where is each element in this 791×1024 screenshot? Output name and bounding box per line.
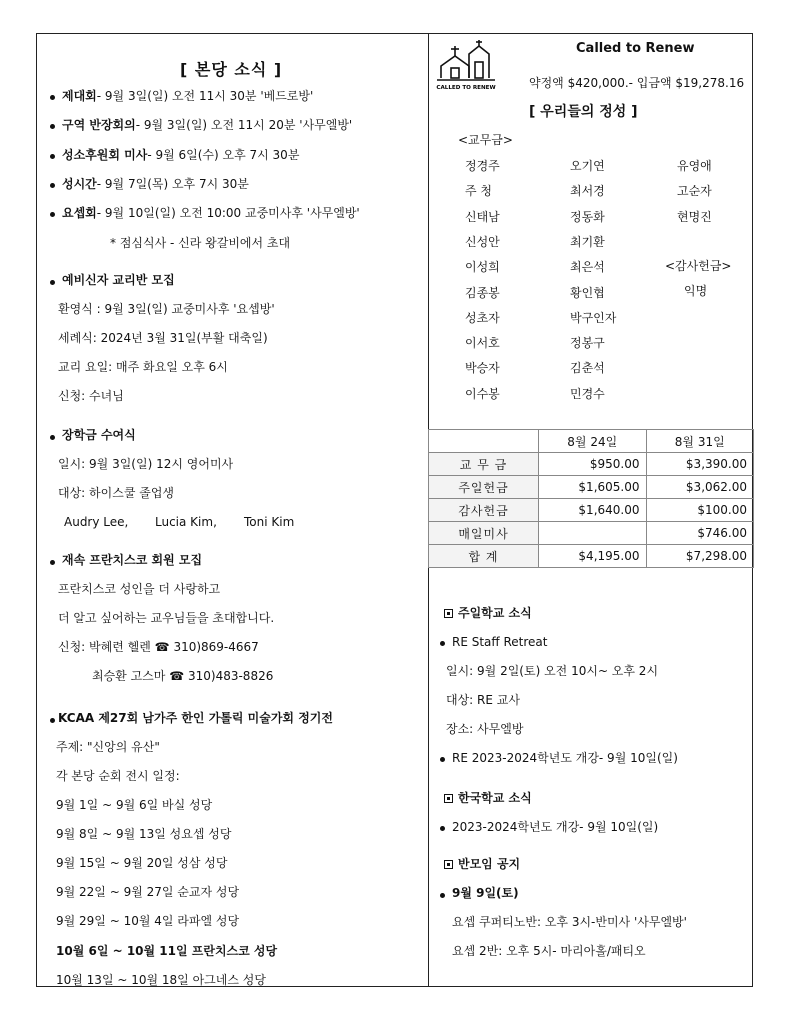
retreat-line: 일시: 9월 2일(토) 오전 10시~ 오후 2시 — [446, 664, 659, 678]
schedule-item: 9월 1일 ~ 9월 6일 바실 성당 — [56, 798, 213, 812]
event-label: 제대회 — [62, 89, 97, 103]
donor-name: 성초자 — [465, 310, 500, 325]
donor-name: 박승자 — [465, 361, 500, 376]
table-row — [429, 545, 754, 568]
event-detail: - 9월 6일(수) 오후 7시 30분 — [147, 147, 300, 162]
bullet — [440, 893, 445, 898]
row-label: 감사헌금 — [429, 499, 539, 522]
scholarship-line: 일시: 9월 3일(일) 12시 영어미사 — [58, 457, 234, 471]
francis-line: 프란치스코 성인을 더 사랑하고 — [58, 582, 221, 596]
bullet — [440, 757, 445, 762]
donor-name: 최기환 — [570, 234, 605, 249]
parish-news-title: [ 본당 소식 ] — [180, 60, 283, 79]
event-line — [62, 148, 299, 162]
bullet — [50, 95, 55, 100]
donor-name: 최은석 — [570, 260, 605, 275]
contact-phone: 310)869-4667 — [173, 640, 259, 654]
gyomu-heading: <교무금> — [458, 133, 513, 147]
pledge-amounts: 약정액 $420,000.- 입금액 $19,278.16 — [529, 76, 745, 90]
event-label: 요셉회 — [62, 206, 97, 221]
bullet — [50, 154, 55, 159]
donor-name: 유영애 — [677, 159, 712, 173]
kcaa-heading: KCAA 제27회 남가주 한인 가톨릭 미술가회 정기전 — [58, 711, 333, 725]
retreat-title: RE Staff Retreat — [452, 635, 548, 649]
contact-name: 신청: 박혜련 헬렌 — [58, 640, 151, 654]
francis-line: 더 알고 싶어하는 교우님들을 초대합니다. — [58, 611, 275, 625]
event-detail: - 9월 10일(일) 오전 10:00 교중미사후 '사무엘방' — [96, 206, 360, 221]
retreat-line: 장소: 사무엘방 — [446, 722, 524, 736]
donor-name: 정경주 — [465, 159, 500, 173]
amount-cell: $1,640.00 — [539, 499, 647, 522]
catechumen-line: 신청: 수녀님 — [58, 389, 124, 403]
donor-name: 정동화 — [570, 209, 605, 224]
catechumen-line: 세례식: 2024년 3월 31일(부활 대축일) — [58, 331, 268, 345]
scholarship-recipient: Lucia Kim, — [155, 515, 217, 529]
scholarship-recipient: Audry Lee, — [64, 515, 129, 529]
donor-name: 이성희 — [465, 260, 500, 275]
row-label: 합 계 — [429, 545, 539, 568]
amount-cell: $1,605.00 — [539, 476, 647, 499]
donor-name: 오기연 — [570, 159, 605, 173]
offering-title: [ 우리들의 정성 ] — [529, 104, 638, 120]
donor-name: 민경수 — [570, 386, 605, 401]
schedule-item: 9월 8일 ~ 9월 13일 성요셉 성당 — [56, 827, 232, 842]
bullet — [50, 435, 55, 440]
thanks-heading: <감사헌금> — [665, 259, 732, 273]
sunday-school-heading: 주일학교 소식 — [444, 606, 532, 620]
amount-cell: $3,062.00 — [646, 476, 754, 499]
table-row — [429, 476, 754, 499]
amount-cell: $950.00 — [539, 453, 647, 476]
catechumen-line: 교리 요일: 매주 화요일 오후 6시 — [58, 360, 228, 374]
event-detail: - 9월 3일(일) 오전 11시 30분 '베드로방' — [96, 89, 314, 103]
table-row — [429, 453, 754, 476]
row-label: 매일미사 — [429, 522, 539, 545]
contact-phone: 310)483-8826 — [187, 669, 274, 683]
retreat-line: 대상: RE 교사 — [446, 693, 520, 707]
event-label: 구역 반장회의 — [62, 118, 136, 133]
donor-name: 이서호 — [465, 336, 500, 351]
donor-name: 신태남 — [465, 209, 500, 224]
event-line — [62, 89, 313, 103]
amount-cell: $4,195.00 — [539, 545, 647, 568]
francis-contact — [58, 640, 259, 654]
contact-name: 최승환 고스마 — [92, 669, 166, 683]
donor-name: 정봉구 — [570, 336, 605, 351]
square-bullet-icon — [444, 609, 453, 618]
bullet — [440, 826, 445, 831]
catechumen-heading: 예비신자 교리반 모집 — [62, 273, 175, 287]
bullet — [440, 641, 445, 646]
schedule-item: 10월 6일 ~ 10월 11일 프란치스코 성당 — [56, 943, 278, 958]
logo-caption: CALLED TO RENEW — [436, 85, 496, 91]
scholarship-line: 대상: 하이스쿨 졸업생 — [58, 486, 175, 500]
schedule-item: 10월 13일 ~ 10월 18일 아그네스 성당 — [56, 972, 266, 987]
donor-name: 박구인자 — [570, 310, 617, 325]
event-line — [62, 118, 352, 132]
amount-cell: $746.00 — [646, 522, 754, 545]
phone-icon: ☎ — [154, 640, 170, 654]
re-opening: RE 2023-2024학년도 개강- 9월 10일(일) — [452, 751, 678, 765]
donor-name: 주 청 — [465, 184, 492, 199]
schedule-item: 9월 22일 ~ 9월 27일 순교자 성당 — [56, 885, 240, 900]
yosep-lunch-note: * 점심식사 - 신라 왕갈비에서 초대 — [110, 236, 291, 250]
donor-name: 김종봉 — [465, 285, 500, 300]
amount-cell: $100.00 — [646, 499, 754, 522]
table-row — [429, 522, 754, 545]
bullet — [50, 718, 55, 723]
group-meeting-heading: 반모임 공지 — [444, 857, 520, 871]
thanks-name: 익명 — [684, 284, 708, 298]
campaign-title: Called to Renew — [576, 41, 695, 56]
square-bullet-icon — [444, 860, 453, 869]
francis-heading: 재속 프란치스코 회원 모집 — [62, 553, 203, 567]
event-detail: - 9월 3일(일) 오전 11시 20분 '사무엘방' — [135, 118, 353, 133]
event-label: 성소후원회 미사 — [62, 147, 148, 162]
donor-name: 현명진 — [677, 209, 712, 224]
donor-name: 김춘석 — [570, 361, 605, 376]
bullet — [50, 280, 55, 285]
event-label: 성시간 — [62, 176, 97, 191]
schedule-item: 9월 15일 ~ 9월 20일 성삼 성당 — [56, 856, 228, 871]
table-header-cell: 8월 24일 — [539, 430, 647, 453]
event-line — [62, 177, 249, 191]
phone-icon: ☎ — [169, 669, 185, 683]
donor-name: 고순자 — [677, 184, 712, 199]
bullet — [50, 560, 55, 565]
catechumen-line: 환영식 : 9월 3일(일) 교중미사후 '요셉방' — [58, 302, 275, 316]
donor-name: 황인협 — [570, 285, 605, 300]
event-detail: - 9월 7일(목) 오후 7시 30분 — [96, 176, 249, 191]
table-header-cell: 8월 31일 — [646, 430, 754, 453]
amount-cell: $3,390.00 — [646, 453, 754, 476]
event-line — [62, 206, 360, 220]
bullet — [50, 183, 55, 188]
donor-name: 신성안 — [465, 234, 500, 249]
kcaa-theme: 주제: "신앙의 유산" — [56, 740, 160, 754]
amount-cell: $7,298.00 — [646, 545, 754, 568]
called-to-renew-logo — [435, 38, 497, 92]
scholarship-recipient: Toni Kim — [244, 515, 295, 529]
donor-name: 최서경 — [570, 184, 605, 199]
group-meeting-line: 요셉 2반: 오후 5시- 마리아홀/패티오 — [452, 944, 646, 958]
row-label: 교 무 금 — [429, 453, 539, 476]
korean-school-heading: 한국학교 소식 — [444, 791, 532, 805]
kcaa-schedule-label: 각 본당 순회 전시 일정: — [56, 769, 180, 783]
donor-name: 이수봉 — [465, 386, 500, 401]
row-label: 주일헌금 — [429, 476, 539, 499]
korean-school-opening: 2023-2024학년도 개강- 9월 10일(일) — [452, 820, 659, 834]
group-meeting-date: 9월 9일(토) — [452, 886, 519, 900]
scholarship-heading: 장학금 수여식 — [62, 428, 136, 442]
table-header-cell — [429, 430, 539, 453]
square-bullet-icon — [444, 794, 453, 803]
offering-table — [428, 429, 754, 568]
table-row — [429, 499, 754, 522]
schedule-item: 9월 29일 ~ 10월 4일 라파엘 성당 — [56, 914, 240, 929]
francis-contact — [92, 669, 273, 683]
group-meeting-line: 요셉 쿠퍼티노반: 오후 3시-반미사 '사무엘방' — [452, 915, 687, 929]
amount-cell — [539, 522, 647, 545]
